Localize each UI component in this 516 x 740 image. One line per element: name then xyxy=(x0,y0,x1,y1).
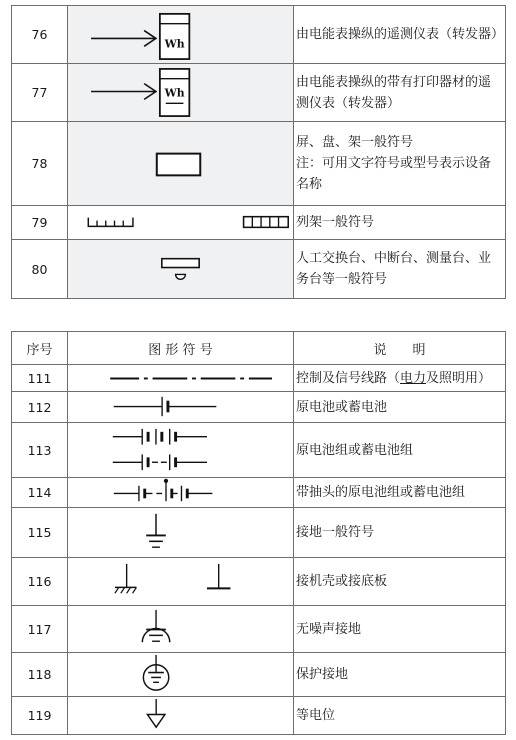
row-number: 80 xyxy=(12,240,68,299)
row-number: 116 xyxy=(12,558,68,606)
ground-icon xyxy=(68,508,293,557)
description: 列架一般符号 xyxy=(294,206,506,240)
battery-group-icon xyxy=(68,423,293,477)
telemetry-meter-icon xyxy=(68,6,293,63)
description: 由电能表操纵的遥测仪表（转发器） xyxy=(294,6,506,64)
noiseless-ground-icon xyxy=(68,606,293,652)
table-row xyxy=(12,653,506,697)
description: 屏、盘、架一般符号 注：可用文字符号或型号表示设备 名称 xyxy=(294,122,506,206)
table-row xyxy=(12,508,506,558)
description: 保护接地 xyxy=(294,653,506,697)
rack-row-icon xyxy=(68,206,293,239)
description: 原电池或蓄电池 xyxy=(294,392,506,423)
row-number: 78 xyxy=(12,122,68,206)
battery-cell-icon xyxy=(68,392,293,422)
symbol-cell xyxy=(68,558,294,606)
row-number: 111 xyxy=(12,365,68,392)
symbol-cell xyxy=(68,508,294,558)
table-row xyxy=(12,558,506,606)
symbol-cell xyxy=(68,6,294,64)
table-row xyxy=(12,64,506,122)
table-row xyxy=(12,365,506,392)
table-row xyxy=(12,392,506,423)
table-row xyxy=(12,122,506,206)
header-description: 说 明 xyxy=(294,332,506,365)
equipotential-icon xyxy=(68,697,293,734)
control-signal-line-icon xyxy=(68,365,293,391)
table-header-row xyxy=(12,332,506,365)
row-number: 114 xyxy=(12,478,68,508)
table-row xyxy=(12,478,506,508)
header-number: 序号 xyxy=(12,332,68,365)
description: 由电能表操纵的带有打印器材的遥 测仪表（转发器） xyxy=(294,64,506,122)
panel-rack-icon xyxy=(68,122,293,205)
row-number: 76 xyxy=(12,6,68,64)
chassis-ground-icon xyxy=(68,558,293,605)
meter-label: Wh xyxy=(164,37,185,51)
tapped-battery-icon xyxy=(68,478,293,507)
description: 接机壳或接底板 xyxy=(294,558,506,606)
symbol-cell xyxy=(68,606,294,653)
table-row xyxy=(12,6,506,64)
symbol-table-lower xyxy=(11,331,506,735)
table-row xyxy=(12,240,506,299)
symbol-cell xyxy=(68,423,294,478)
symbol-cell xyxy=(68,478,294,508)
description: 控制及信号线路（电力及照明用） xyxy=(294,365,506,392)
row-number: 112 xyxy=(12,392,68,423)
table-row xyxy=(12,606,506,653)
row-number: 79 xyxy=(12,206,68,240)
protective-ground-icon xyxy=(68,653,293,696)
symbol-cell xyxy=(68,653,294,697)
power-link[interactable]: 电力 xyxy=(400,370,427,386)
header-symbol: 图 形 符 号 xyxy=(68,332,294,365)
telemetry-printer-meter-icon xyxy=(68,64,293,121)
switchboard-icon xyxy=(68,240,293,298)
symbol-cell xyxy=(68,206,294,240)
row-number: 117 xyxy=(12,606,68,653)
meter-label: Wh xyxy=(164,86,185,100)
description: 原电池组或蓄电池组 xyxy=(294,423,506,478)
description: 无噪声接地 xyxy=(294,606,506,653)
table-row xyxy=(12,423,506,478)
description: 人工交换台、中断台、测量台、业 务台等一般符号 xyxy=(294,240,506,299)
description: 接地一般符号 xyxy=(294,508,506,558)
description: 等电位 xyxy=(294,697,506,735)
symbol-cell xyxy=(68,365,294,392)
symbol-cell xyxy=(68,240,294,299)
row-number: 119 xyxy=(12,697,68,735)
table-row xyxy=(12,206,506,240)
symbol-table-upper xyxy=(11,5,506,299)
table-row xyxy=(12,697,506,735)
symbol-cell xyxy=(68,392,294,423)
row-number: 115 xyxy=(12,508,68,558)
symbol-cell xyxy=(68,64,294,122)
row-number: 113 xyxy=(12,423,68,478)
description: 带抽头的原电池组或蓄电池组 xyxy=(294,478,506,508)
row-number: 77 xyxy=(12,64,68,122)
symbol-cell xyxy=(68,697,294,735)
row-number: 118 xyxy=(12,653,68,697)
symbol-cell xyxy=(68,122,294,206)
